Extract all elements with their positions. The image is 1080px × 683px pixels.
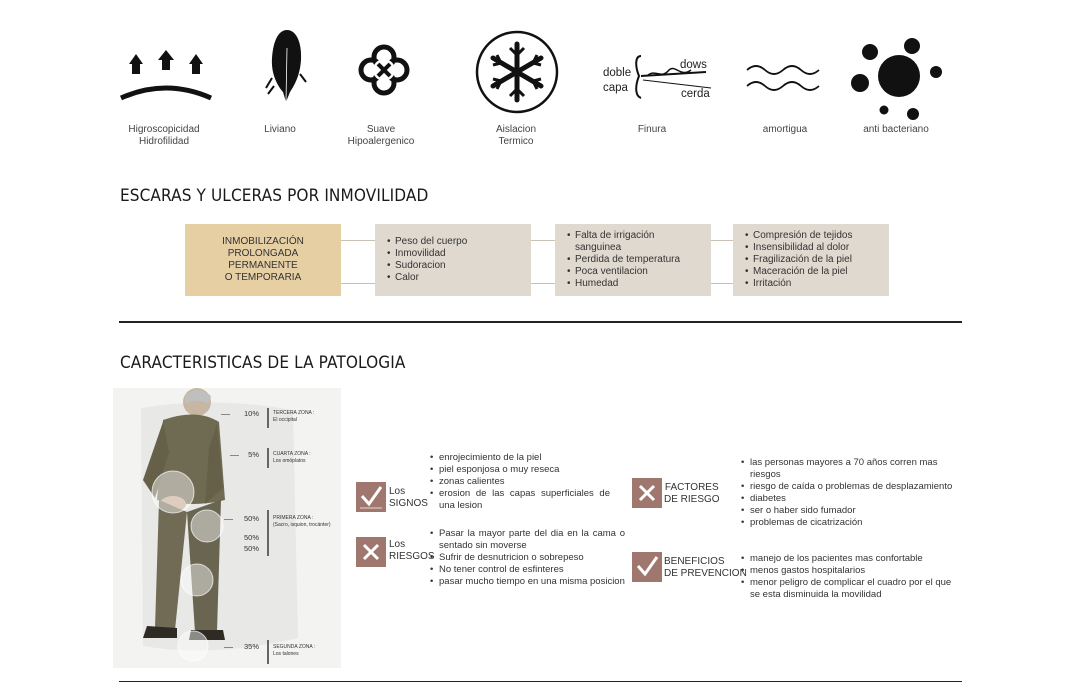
flow-item: • Inmovilidad: [395, 248, 531, 260]
section-title-patologia: CARACTERISTICAS DE LA PATOLOGIA: [120, 353, 406, 372]
section-title-escaras: ESCARAS Y ULCERAS POR INMOVILIDAD: [120, 186, 429, 205]
flow-item: • Perdida de temperatura: [575, 254, 687, 266]
fiber-icon: [601, 50, 717, 102]
cross-badge-icon: [632, 478, 662, 508]
flow-item: • Calor: [395, 272, 531, 284]
feather-icon: [262, 28, 310, 104]
divider: [119, 321, 962, 323]
zone-tick: [224, 519, 233, 520]
zone-title: SEGUNDA ZONA :: [273, 644, 316, 650]
zone-pct: 50%: [243, 514, 259, 523]
zone-desc: Los omóplatos: [273, 458, 306, 464]
flow-item: • Compresión de tejidos: [753, 230, 889, 242]
fiber-word-4: cerda: [681, 88, 710, 100]
list-item: • manejo de los pacientes mas confortable: [741, 553, 956, 565]
hygroscopic-arrows-icon: [118, 48, 216, 104]
list-item: • diabetes: [741, 493, 956, 505]
icon-label-fiber: Finura: [637, 124, 667, 135]
cotton-icon: [357, 43, 411, 97]
bacteria-dots-icon: [848, 36, 946, 124]
zone-title: PRIMERA ZONA :: [273, 515, 314, 521]
zone-bar: [267, 510, 269, 556]
zone-desc: (Sacro, isquion, trocánter): [273, 522, 331, 528]
zone-tick: [221, 414, 230, 415]
flow-box-causes: [375, 224, 531, 296]
flow-item: • Falta de irrigación sanguinea: [575, 230, 687, 254]
beneficios-list: [741, 553, 956, 601]
category-label-factores: FACTORES DE RIESGO: [664, 482, 720, 505]
flow-box-main-text: INMOBILIZACIÓN PROLONGADA PERMANENTE O TEMPORARIA: [222, 236, 304, 283]
fiber-word-3: dows: [680, 59, 707, 71]
zone-title: TERCERA ZONA :: [273, 410, 315, 416]
zone-tick: [224, 647, 233, 648]
list-item: • menor peligro de complicar el cuadro por el que se esta disminuida la movilidad: [741, 577, 956, 601]
zone-pct: 50%: [243, 533, 259, 542]
flow-item: • Humedad: [575, 278, 687, 290]
icon-label-feather: Liviano: [264, 124, 296, 135]
icon-label-cotton: Suave Hipoalergenico: [347, 124, 415, 147]
zone-pct: 10%: [243, 409, 259, 418]
zone-pct: 5%: [248, 450, 259, 459]
category-label-beneficios: BENEFICIOS DE PREVENCION: [664, 556, 747, 579]
flow-item: • Poca ventilacion: [575, 266, 687, 278]
zone-bar: [267, 408, 269, 428]
flow-box-main: [185, 224, 341, 296]
factores-list: [741, 457, 956, 529]
list-item: • piel esponjosa o muy reseca: [430, 464, 610, 476]
list-item: • las personas mayores a 70 años corren mas riesgos: [741, 457, 956, 481]
list-item: • pasar mucho tiempo en una misma posicion: [430, 576, 625, 588]
list-item: • enrojecimiento de la piel: [430, 452, 610, 464]
fiber-word-2: capa: [603, 82, 628, 94]
list-item: • Pasar la mayor parte del dia en la cama o sentado sin moverse: [430, 528, 625, 552]
icon-label-snowflake: Aislacion Termico: [495, 124, 537, 147]
category-label-riesgos: Los RIESGOS: [389, 539, 435, 562]
list-item: • No tener control de esfinteres: [430, 564, 625, 576]
zone-title: CUARTA ZONA :: [273, 451, 311, 457]
riesgos-list: [430, 528, 625, 588]
list-item: • Sufrir de desnutricion o sobrepeso: [430, 552, 625, 564]
zone-pct: 50%: [243, 544, 259, 553]
flow-item: • Fragilización de la piel: [753, 254, 889, 266]
flow-box-consequences: [733, 224, 889, 296]
bottom-divider: [119, 681, 962, 682]
waves-icon: [745, 60, 821, 96]
zone-desc: Los talones: [273, 651, 299, 657]
list-item: • zonas calientes: [430, 476, 610, 488]
list-item: • problemas de cicatrización: [741, 517, 956, 529]
icon-label-bacteria: anti bacteriano: [863, 124, 929, 135]
list-item: • riesgo de caída o problemas de desplazamiento: [741, 481, 956, 493]
check-badge-icon: [632, 552, 662, 582]
flow-item: • Sudoracion: [395, 260, 531, 272]
icon-label-hygroscopic: Higroscopicidad Hidrofilidad: [128, 124, 200, 147]
figure-panel: [113, 388, 341, 668]
category-label-signos: Los SIGNOS: [389, 486, 428, 509]
elderly-man-figure: [113, 388, 341, 668]
zone-bar: [267, 448, 269, 468]
flow-item: • Insensibilidad al dolor: [753, 242, 889, 254]
list-item: • erosion de las capas superficiales de una lesion: [430, 488, 610, 512]
cross-badge-icon: [356, 537, 386, 567]
zone-pct: 35%: [243, 642, 259, 651]
list-item: • menos gastos hospitalarios: [741, 565, 956, 577]
flow-item: • Peso del cuerpo: [395, 236, 531, 248]
flow-box-effects: [555, 224, 711, 296]
list-item: • ser o haber sido fumador: [741, 505, 956, 517]
zone-desc: El occipital: [273, 417, 297, 423]
flow-item: • Maceración de la piel: [753, 266, 889, 278]
icon-label-waves: amortigua: [762, 124, 808, 135]
signos-list: [430, 452, 610, 512]
check-badge-icon: [356, 482, 386, 512]
flow-item: • Irritación: [753, 278, 889, 290]
zone-bar: [267, 640, 269, 664]
fiber-word-1: doble: [603, 67, 632, 79]
snowflake-icon: [475, 30, 559, 114]
